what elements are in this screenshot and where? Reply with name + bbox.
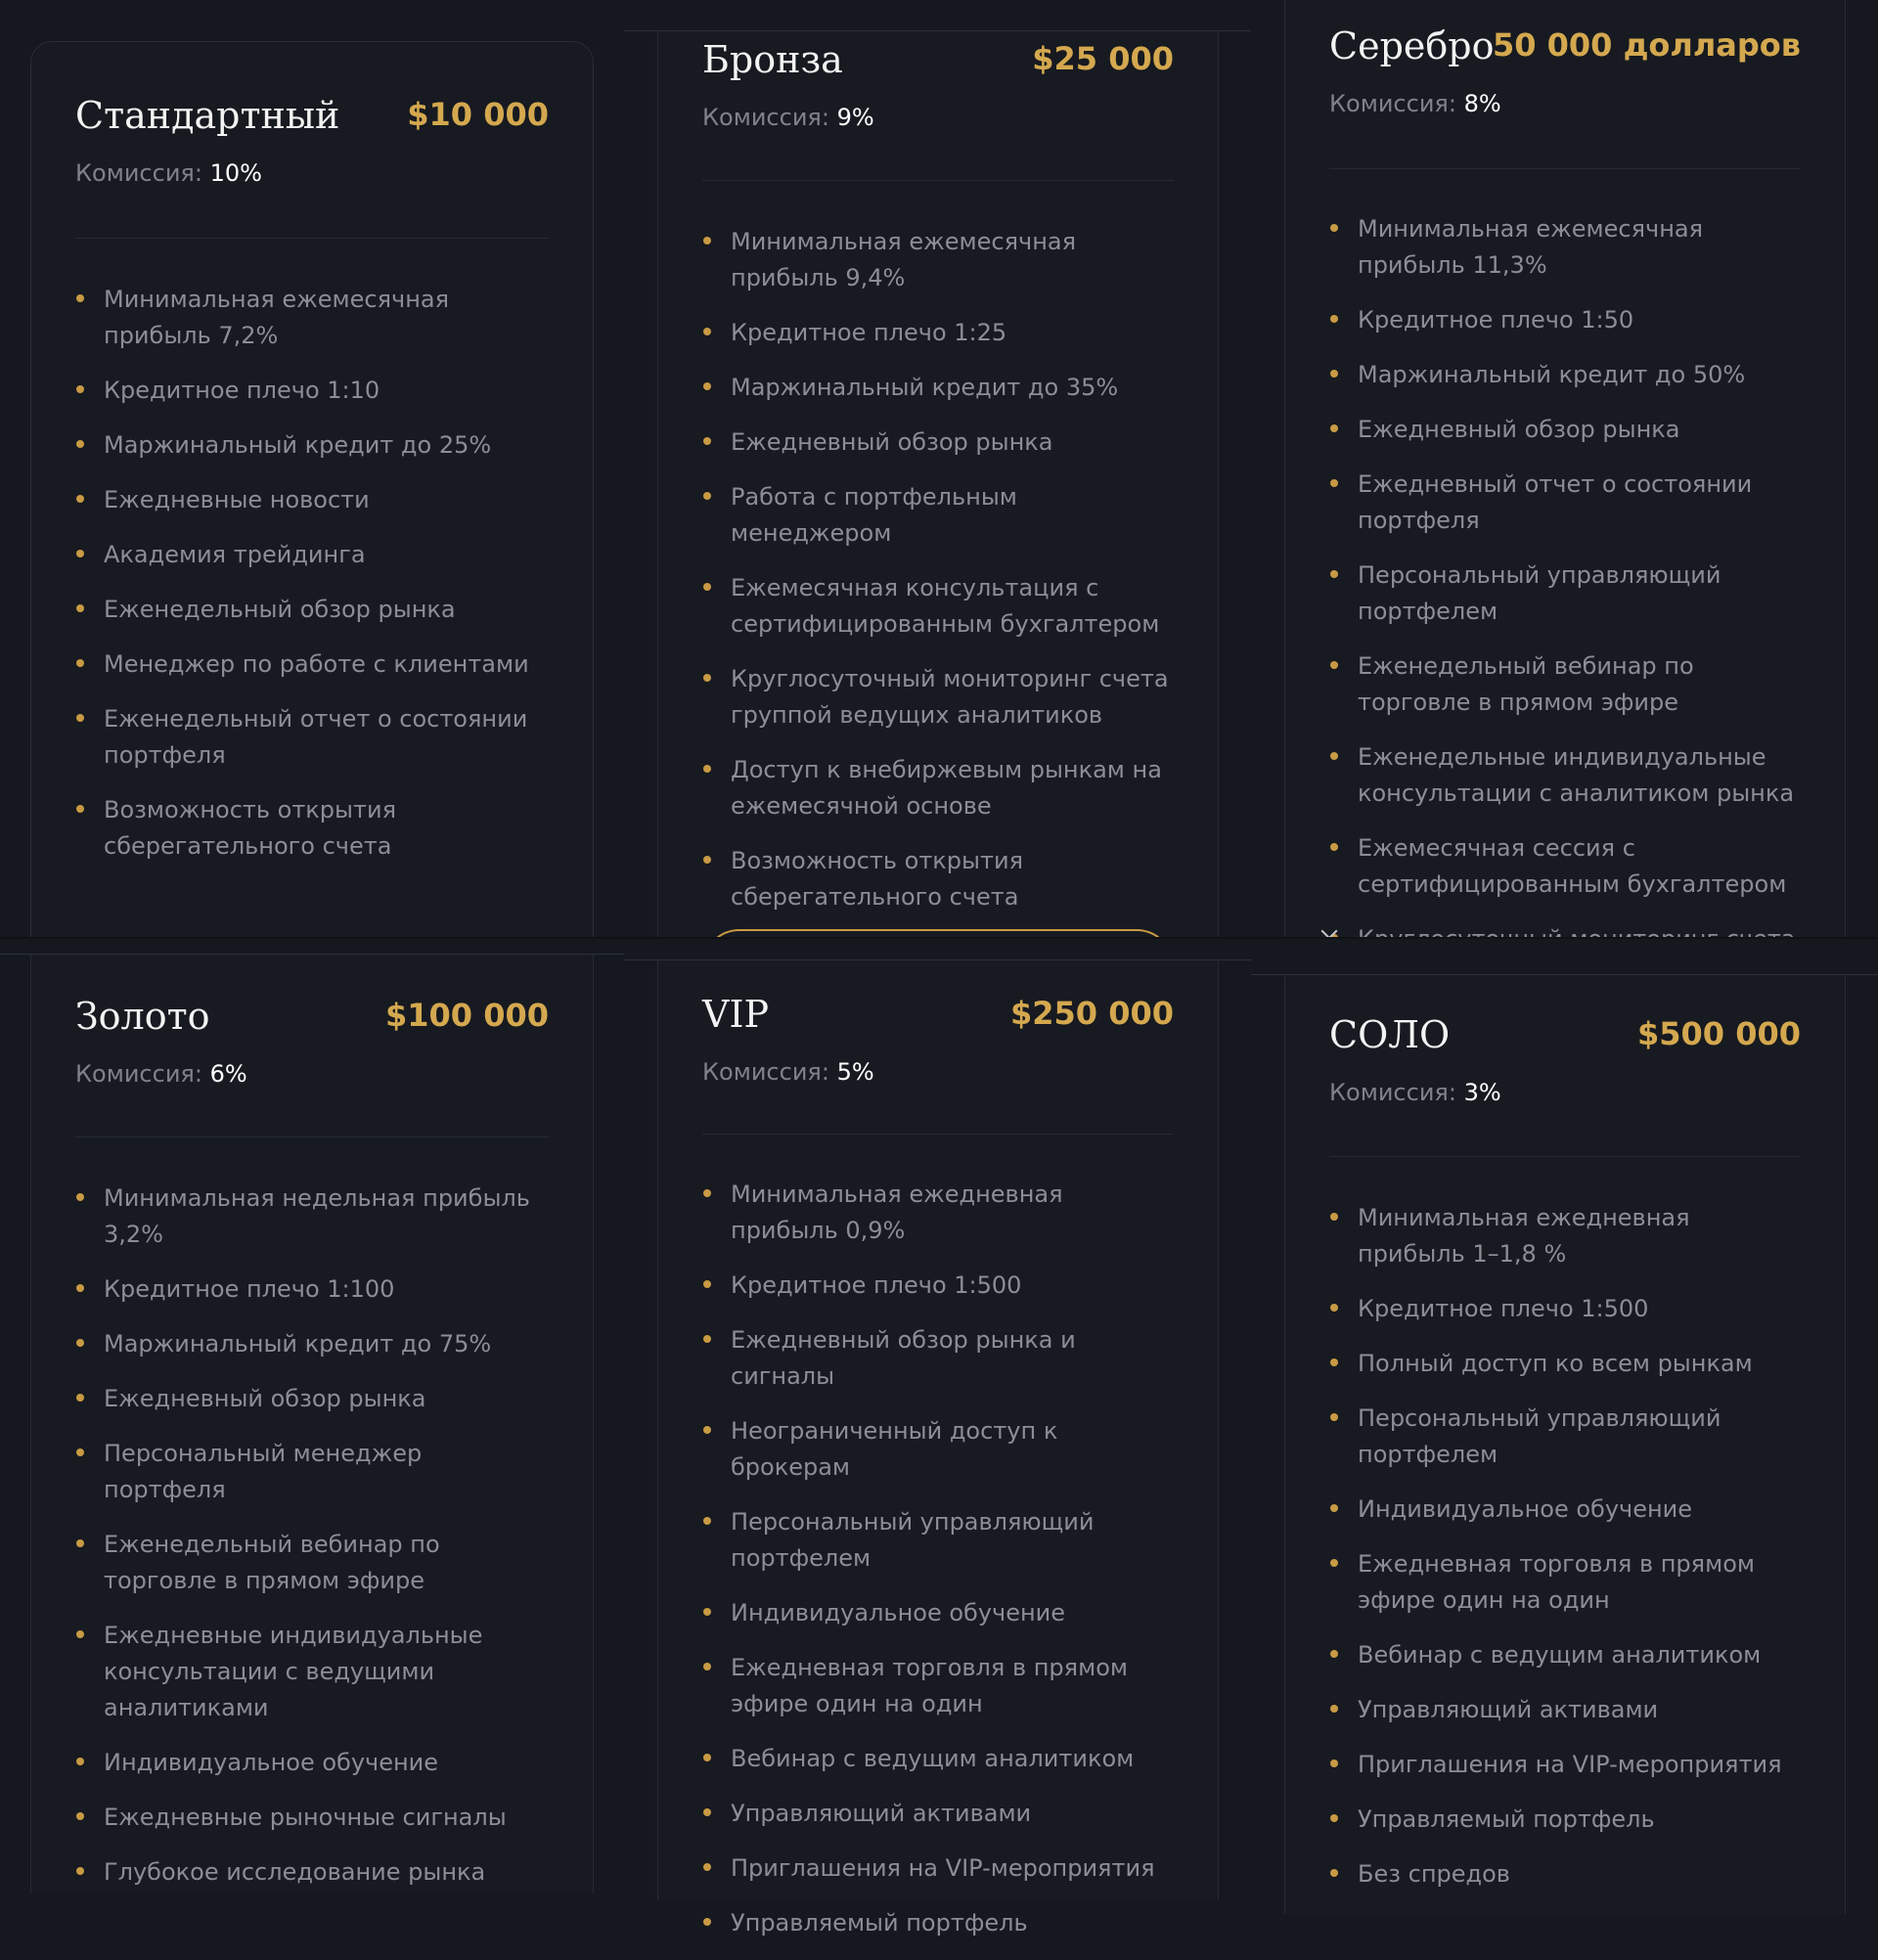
list-item: Минимальная ежедневная прибыль 1–1,8 % xyxy=(1329,1200,1801,1272)
plan-price: $25 000 xyxy=(1032,40,1174,77)
fee-label: Комиссия: xyxy=(75,1060,210,1088)
divider xyxy=(702,1134,1174,1135)
list-item: Вебинар с ведущим аналитиком xyxy=(702,1741,1174,1777)
plan-card-content xyxy=(1329,24,1801,939)
plan-card-silver xyxy=(1284,0,1846,939)
list-item: Ежедневный отчет о состоянии портфеля xyxy=(1329,467,1801,539)
plan-card-content xyxy=(75,995,549,1893)
plan-tile-bronze xyxy=(624,0,1251,937)
list-item: Еженедельный вебинар по торговле в прямом эфире xyxy=(75,1527,549,1599)
list-item: Управляющий активами xyxy=(1329,1692,1801,1728)
plan-price: $10 000 xyxy=(407,96,549,133)
plan-card-solo xyxy=(1284,975,1846,1914)
list-item: Кредитное плечо 1:50 xyxy=(1329,302,1801,338)
collage-seam xyxy=(0,937,1878,939)
list-item: Ежедневные рыночные сигналы xyxy=(75,1800,549,1836)
list-item: Глубокое исследование рынка xyxy=(75,1854,549,1891)
plan-fee xyxy=(702,1058,874,1086)
list-item: Минимальная ежемесячная прибыль 9,4% xyxy=(702,224,1174,296)
plan-card-vip xyxy=(657,960,1219,1937)
list-item: Ежедневный обзор рынка xyxy=(75,1381,549,1417)
plan-card-standard xyxy=(30,41,594,980)
list-item: Возможность открытия сберегательного счета xyxy=(702,843,1174,915)
fee-label: Комиссия: xyxy=(1329,1079,1464,1106)
list-item: Ежедневные новости xyxy=(75,482,549,518)
list-item: Индивидуальное обучение xyxy=(1329,1492,1801,1528)
list-item: Ежедневные индивидуальные консультации с ведущими аналитиками xyxy=(75,1618,549,1726)
plan-card-content xyxy=(1329,1013,1801,1914)
fee-value: 3% xyxy=(1463,1079,1501,1106)
list-item: Персональный менеджер портфеля xyxy=(75,1436,549,1508)
plan-fee xyxy=(75,159,262,187)
feature-list xyxy=(75,1180,549,1909)
list-item: Ежемесячная сессия с сертифицированным бухгалтером xyxy=(1329,830,1801,903)
list-item: Маржинальный кредит до 50% xyxy=(1329,357,1801,393)
list-item: Ежедневная торговля в прямом эфире один на один xyxy=(702,1650,1174,1722)
list-item: Вебинар с ведущим аналитиком xyxy=(1329,1637,1801,1673)
list-item: Персональный управляющий портфелем xyxy=(1329,1401,1801,1473)
plan-card-content xyxy=(75,94,549,979)
list-item: Возможность открытия сберегательного счета xyxy=(75,792,549,865)
list-item: Персональный управляющий портфелем xyxy=(1329,557,1801,630)
list-item: Ежемесячная консультация с сертифицированным бухгалтером xyxy=(702,570,1174,643)
plan-price: 50 000 долларов xyxy=(1492,26,1801,64)
list-item: Кредитное плечо 1:25 xyxy=(702,315,1174,351)
plan-tile-gold xyxy=(0,939,624,1886)
plan-fee xyxy=(702,104,874,131)
fee-label: Комиссия: xyxy=(702,104,837,131)
list-item: Приглашения на VIP-мероприятия xyxy=(702,1850,1174,1887)
list-item: Кредитное плечо 1:500 xyxy=(1329,1291,1801,1327)
plan-card-gold xyxy=(30,955,594,1893)
plan-card-content xyxy=(702,993,1174,1937)
plan-card-content xyxy=(702,38,1174,951)
plan-name: Золото xyxy=(75,995,210,1038)
feature-list xyxy=(75,282,549,883)
plan-name: Серебро xyxy=(1329,24,1495,67)
list-item: Менеджер по работе с клиентами xyxy=(75,646,549,683)
plan-tile-silver xyxy=(1251,0,1878,937)
list-item: Маржинальный кредит до 35% xyxy=(702,370,1174,406)
list-item: Кредитное плечо 1:100 xyxy=(75,1271,549,1308)
list-item: Ежедневный обзор рынка xyxy=(1329,412,1801,448)
fee-label: Комиссия: xyxy=(702,1058,837,1086)
fee-value: 8% xyxy=(1463,90,1501,117)
list-item: Ежедневный обзор рынка xyxy=(702,424,1174,461)
list-item: Маржинальный кредит до 25% xyxy=(75,427,549,464)
list-item: Минимальная ежемесячная прибыль 7,2% xyxy=(75,282,549,354)
plan-name: VIP xyxy=(702,993,770,1036)
divider xyxy=(75,1136,549,1137)
list-item: Академия трейдинга xyxy=(75,537,549,573)
list-item: Еженедельный обзор рынка xyxy=(75,592,549,628)
plan-name: СОЛО xyxy=(1329,1013,1451,1056)
feature-list xyxy=(702,1177,1174,1960)
divider xyxy=(1329,1156,1801,1157)
list-item: Кредитное плечо 1:10 xyxy=(75,373,549,409)
plan-price: $500 000 xyxy=(1637,1015,1801,1052)
divider xyxy=(702,180,1174,181)
feature-list xyxy=(1329,211,1801,976)
list-item: Индивидуальное обучение xyxy=(702,1595,1174,1631)
plan-card-bronze xyxy=(657,31,1219,951)
fee-value: 9% xyxy=(836,104,874,131)
plan-fee xyxy=(75,1060,247,1088)
list-item: Управляемый портфель xyxy=(702,1905,1174,1941)
list-item: Полный доступ ко всем рынкам xyxy=(1329,1346,1801,1382)
list-item: Минимальная ежемесячная прибыль 11,3% xyxy=(1329,211,1801,284)
plan-price: $250 000 xyxy=(1010,995,1174,1032)
plan-fee xyxy=(1329,90,1501,117)
plan-price: $100 000 xyxy=(385,997,549,1034)
list-item: Еженедельные индивидуальные консультации с аналитиком рынка xyxy=(1329,739,1801,812)
list-item: Неограниченный доступ к брокерам xyxy=(702,1413,1174,1486)
list-item: Индивидуальное обучение xyxy=(75,1745,549,1781)
list-item: Ежедневная торговля в прямом эфире один на один xyxy=(1329,1546,1801,1619)
list-item: Без спредов xyxy=(1329,1856,1801,1893)
plan-tile-standard xyxy=(0,0,624,937)
list-item: Минимальная ежедневная прибыль 0,9% xyxy=(702,1177,1174,1249)
divider xyxy=(1329,168,1801,169)
fee-value: 6% xyxy=(209,1060,247,1088)
list-item: Ежедневный обзор рынка и сигналы xyxy=(702,1322,1174,1395)
plan-tile-vip xyxy=(624,939,1251,1937)
list-item: Работа с портфельным менеджером xyxy=(702,479,1174,552)
divider xyxy=(75,238,549,239)
plan-fee xyxy=(1329,1079,1501,1106)
list-item: Маржинальный кредит до 75% xyxy=(75,1326,549,1362)
list-item: Еженедельный вебинар по торговле в прямом эфире xyxy=(1329,648,1801,721)
plan-name: Стандартный xyxy=(75,94,340,137)
list-item: Кредитное плечо 1:500 xyxy=(702,1268,1174,1304)
fee-value: 10% xyxy=(209,159,262,187)
list-item: Персональный управляющий портфелем xyxy=(702,1504,1174,1577)
feature-list xyxy=(1329,1200,1801,1911)
fee-label: Комиссия: xyxy=(75,159,210,187)
plan-name: Бронза xyxy=(702,38,843,81)
list-item: Управляющий активами xyxy=(702,1796,1174,1832)
fee-label: Комиссия: xyxy=(1329,90,1464,117)
list-item: Круглосуточный мониторинг счета группой ведущих аналитиков xyxy=(702,661,1174,734)
list-item: Приглашения на VIP-мероприятия xyxy=(1329,1747,1801,1783)
feature-list xyxy=(702,224,1174,934)
plan-tile-solo xyxy=(1251,939,1878,1888)
list-item: Еженедельный отчет о состоянии портфеля xyxy=(75,701,549,774)
list-item: Управляемый портфель xyxy=(1329,1802,1801,1838)
list-item: Минимальная недельная прибыль 3,2% xyxy=(75,1180,549,1253)
list-item: Доступ к внебиржевым рынкам на ежемесячной основе xyxy=(702,752,1174,824)
fee-value: 5% xyxy=(836,1058,874,1086)
